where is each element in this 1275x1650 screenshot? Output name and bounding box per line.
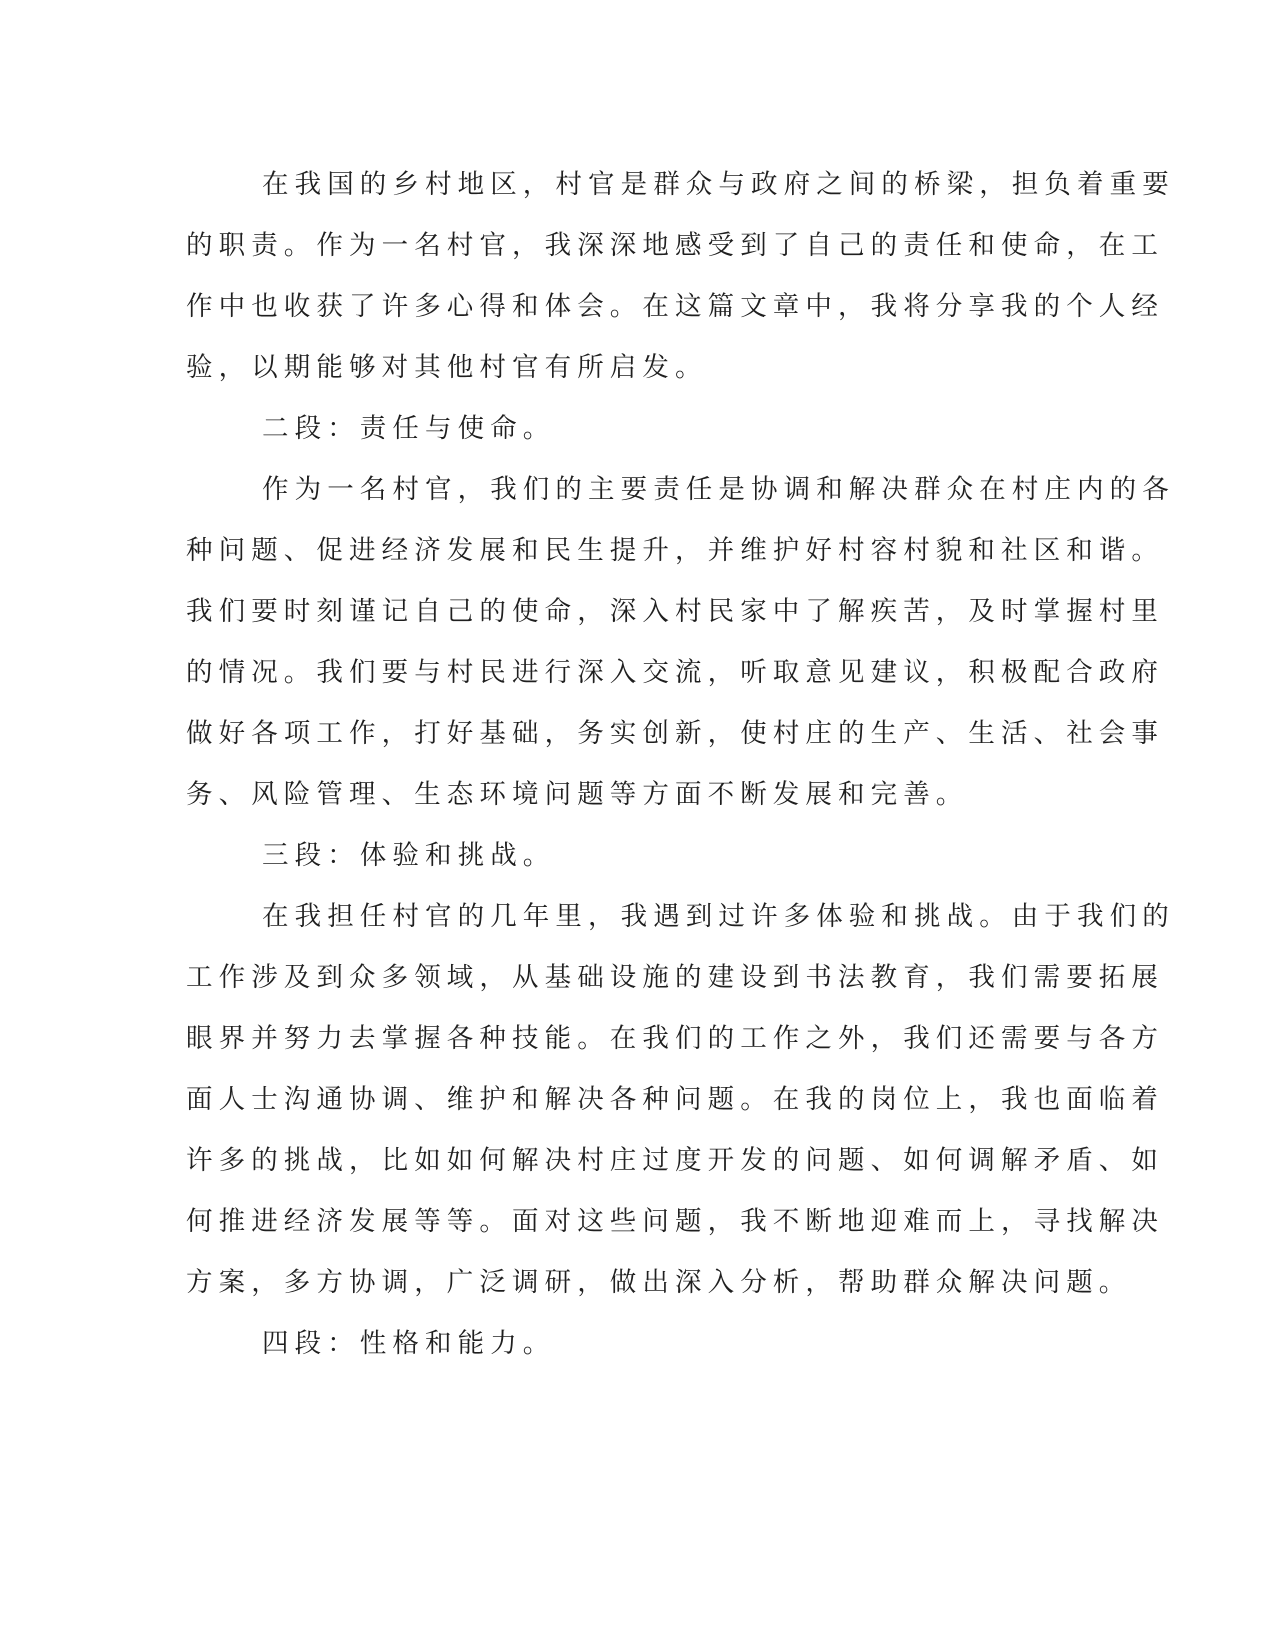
paragraph-line: 在我担任村官的几年里，我遇到过许多体验和挑战。由于我们的: [262, 901, 1175, 932]
paragraph-line: 作中也收获了许多心得和体会。在这篇文章中，我将分享我的个人经: [186, 291, 1164, 322]
paragraph-line: 务、风险管理、生态环境问题等方面不断发展和完善。: [186, 779, 969, 810]
section-heading-3: 三段：体验和挑战。: [262, 840, 556, 871]
paragraph-experience: [186, 886, 1175, 1313]
paragraph-line: 验，以期能够对其他村官有所启发。: [186, 352, 708, 383]
section-heading-2: 二段：责任与使命。: [262, 413, 556, 444]
paragraph-line: 作为一名村官，我们的主要责任是协调和解决群众在村庄内的各: [262, 474, 1175, 505]
paragraph-line: 眼界并努力去掌握各种技能。在我们的工作之外，我们还需要与各方: [186, 1023, 1164, 1054]
paragraph-line: 工作涉及到众多领域，从基础设施的建设到书法教育，我们需要拓展: [186, 962, 1164, 993]
paragraph-line: 方案，多方协调，广泛调研，做出深入分析，帮助群众解决问题。: [186, 1267, 1132, 1298]
paragraph-line: 我们要时刻谨记自己的使命，深入村民家中了解疾苦，及时掌握村里: [186, 596, 1164, 627]
paragraph-intro: [186, 154, 1175, 398]
paragraph-line: 许多的挑战，比如如何解决村庄过度开发的问题、如何调解矛盾、如: [186, 1145, 1164, 1176]
section-heading-4: 四段：性格和能力。: [262, 1328, 556, 1359]
paragraph-line: 种问题、促进经济发展和民生提升，并维护好村容村貌和社区和谐。: [186, 535, 1164, 566]
paragraph-line: 的职责。作为一名村官，我深深地感受到了自己的责任和使命，在工: [186, 230, 1164, 261]
paragraph-line: 面人士沟通协调、维护和解决各种问题。在我的岗位上，我也面临着: [186, 1084, 1164, 1115]
paragraph-line: 何推进经济发展等等。面对这些问题，我不断地迎难而上，寻找解决: [186, 1206, 1164, 1237]
paragraph-line: 的情况。我们要与村民进行深入交流，听取意见建议，积极配合政府: [186, 657, 1164, 688]
paragraph-line: 做好各项工作，打好基础，务实创新，使村庄的生产、生活、社会事: [186, 718, 1164, 749]
paragraph-responsibility: [186, 459, 1175, 825]
document-body: [186, 154, 1175, 1374]
paragraph-line: 在我国的乡村地区，村官是群众与政府之间的桥梁，担负着重要: [262, 169, 1175, 200]
